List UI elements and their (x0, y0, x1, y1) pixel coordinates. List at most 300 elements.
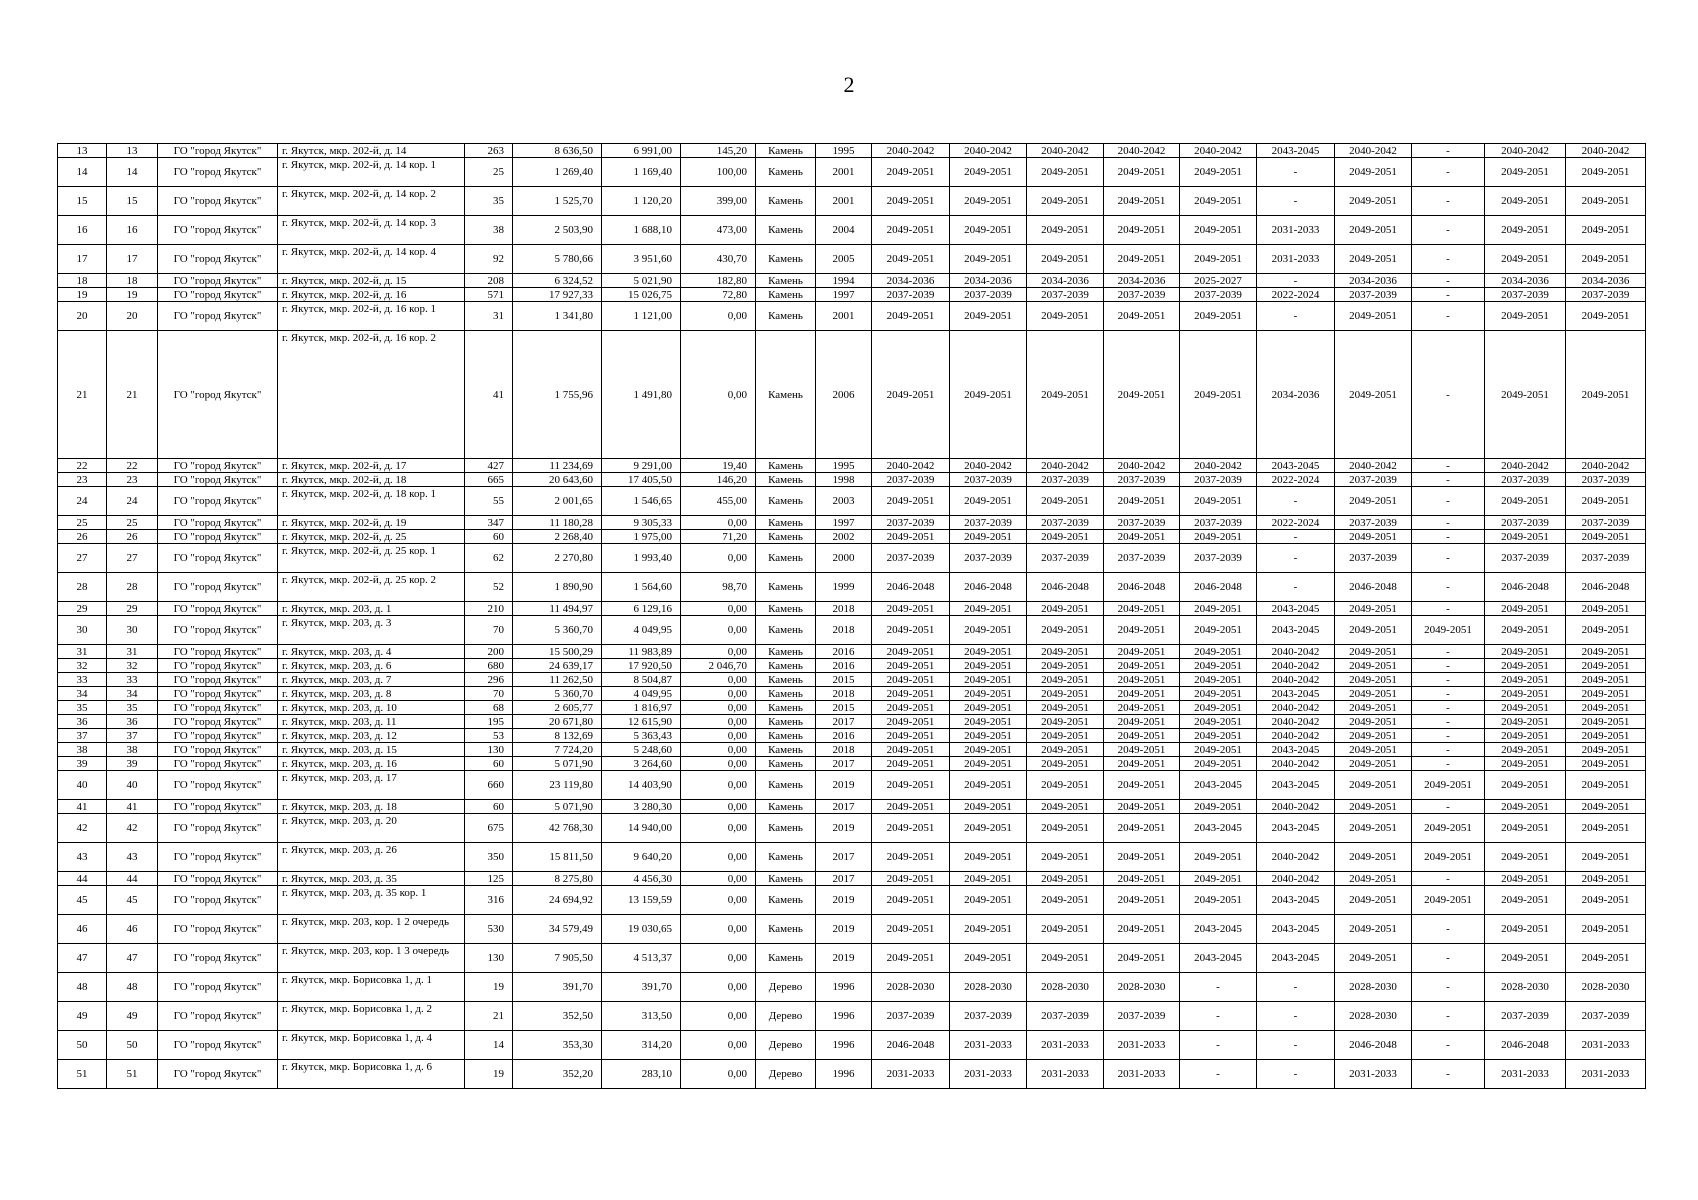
table-cell: 2049-2051 (872, 216, 950, 245)
table-cell: 2049-2051 (1335, 771, 1412, 800)
table-cell: г. Якутск, мкр. 203, д. 20 (278, 814, 465, 843)
table-cell: 22 (58, 459, 107, 473)
table-row (58, 602, 1646, 616)
table-cell: 16 (107, 216, 158, 245)
table-row (58, 944, 1646, 973)
table-cell: 2049-2051 (1104, 616, 1180, 645)
table-cell: - (1412, 729, 1485, 743)
table-cell: 1 993,40 (602, 544, 681, 573)
table-cell: 2 605,77 (513, 701, 602, 715)
table-cell: 391,70 (513, 973, 602, 1002)
table-cell: 2043-2045 (1257, 915, 1335, 944)
table-cell: 2049-2051 (1566, 743, 1646, 757)
table-cell: 2017 (816, 800, 872, 814)
table-cell: 2049-2051 (1027, 487, 1104, 516)
table-cell: 347 (465, 516, 513, 530)
table-cell: 15 (107, 187, 158, 216)
table-cell: 2037-2039 (1180, 288, 1257, 302)
table-cell: г. Якутск, мкр. 202-й, д. 16 (278, 288, 465, 302)
table-cell: 2037-2039 (950, 544, 1027, 573)
table-cell: 12 615,90 (602, 715, 681, 729)
table-cell: 39 (107, 757, 158, 771)
table-cell: 2028-2030 (1335, 973, 1412, 1002)
table-cell: 2049-2051 (872, 886, 950, 915)
table-cell: 98,70 (681, 573, 756, 602)
table-cell: 2049-2051 (950, 302, 1027, 331)
table-cell: 146,20 (681, 473, 756, 487)
table-cell: ГО "город Якутск" (158, 673, 278, 687)
table-cell: 18 (58, 274, 107, 288)
table-cell: 2049-2051 (1566, 659, 1646, 673)
table-cell: 1996 (816, 973, 872, 1002)
table-cell: 2043-2045 (1257, 459, 1335, 473)
table-cell: 11 494,97 (513, 602, 602, 616)
table-cell: 2049-2051 (872, 729, 950, 743)
table-cell: 2040-2042 (1335, 144, 1412, 158)
table-cell: 2049-2051 (1566, 843, 1646, 872)
table-cell: 2028-2030 (1104, 973, 1180, 1002)
table-cell: 2049-2051 (1335, 487, 1412, 516)
table-cell: 22 (107, 459, 158, 473)
table-cell: 70 (465, 616, 513, 645)
table-row (58, 158, 1646, 187)
table-cell: 2049-2051 (950, 659, 1027, 673)
table-cell: Камень (756, 687, 816, 701)
table-cell: 51 (107, 1060, 158, 1089)
table-cell: 2049-2051 (950, 487, 1027, 516)
table-cell: 2049-2051 (950, 602, 1027, 616)
table-cell: 2016 (816, 659, 872, 673)
table-cell: 2000 (816, 544, 872, 573)
table-cell: 2049-2051 (1104, 886, 1180, 915)
table-cell: 49 (58, 1002, 107, 1031)
table-cell: 2003 (816, 487, 872, 516)
table-cell: 47 (58, 944, 107, 973)
table-cell: 40 (58, 771, 107, 800)
table-cell: г. Якутск, мкр. Борисовка 1, д. 2 (278, 1002, 465, 1031)
table-cell: 2049-2051 (1104, 645, 1180, 659)
table-cell: 2043-2045 (1257, 886, 1335, 915)
table-cell: 2049-2051 (1180, 645, 1257, 659)
table-cell: 2049-2051 (1566, 530, 1646, 544)
table-cell: 195 (465, 715, 513, 729)
table-cell: 182,80 (681, 274, 756, 288)
table-cell: 2037-2039 (1104, 544, 1180, 573)
table-cell: 2040-2042 (1104, 459, 1180, 473)
table-cell: 42 768,30 (513, 814, 602, 843)
table-cell: 21 (107, 331, 158, 459)
table-cell: 2049-2051 (1180, 616, 1257, 645)
table-cell: 15 (58, 187, 107, 216)
table-cell: 2049-2051 (950, 616, 1027, 645)
table-cell: 2049-2051 (950, 687, 1027, 701)
table-cell: Камень (756, 544, 816, 573)
table-cell: 31 (107, 645, 158, 659)
table-cell: 1 491,80 (602, 331, 681, 459)
table-cell: 2049-2051 (1485, 158, 1566, 187)
table-cell: 2037-2039 (1566, 516, 1646, 530)
table-cell: 2049-2051 (1335, 187, 1412, 216)
table-cell: 2049-2051 (872, 673, 950, 687)
table-cell: 29 (107, 602, 158, 616)
table-cell: 19 (465, 1060, 513, 1089)
table-cell: 2049-2051 (1335, 687, 1412, 701)
table-cell: 71,20 (681, 530, 756, 544)
table-cell: 2049-2051 (1104, 602, 1180, 616)
table-cell: 2046-2048 (1485, 1031, 1566, 1060)
table-cell: 2049-2051 (1335, 800, 1412, 814)
table-cell: 125 (465, 872, 513, 886)
table-cell: г. Якутск, мкр. 203, д. 35 кор. 1 (278, 886, 465, 915)
table-cell: 44 (107, 872, 158, 886)
table-cell: 2031-2033 (1257, 245, 1335, 274)
table-cell: 11 180,28 (513, 516, 602, 530)
table-cell: 50 (107, 1031, 158, 1060)
table-cell: 2049-2051 (872, 715, 950, 729)
table-cell: 2049-2051 (1566, 757, 1646, 771)
table-cell: 2046-2048 (1335, 1031, 1412, 1060)
table-cell: 0,00 (681, 715, 756, 729)
table-cell: 2049-2051 (1412, 886, 1485, 915)
table-cell: ГО "город Якутск" (158, 516, 278, 530)
table-cell: - (1257, 302, 1335, 331)
table-row (58, 544, 1646, 573)
table-cell: 2031-2033 (1104, 1060, 1180, 1089)
table-cell: 2049-2051 (1566, 158, 1646, 187)
table-cell: ГО "город Якутск" (158, 1031, 278, 1060)
table-cell: 2043-2045 (1257, 144, 1335, 158)
table-cell: г. Якутск, мкр. Борисовка 1, д. 4 (278, 1031, 465, 1060)
table-cell: - (1412, 673, 1485, 687)
table-cell: 2049-2051 (1335, 729, 1412, 743)
table-cell: 2049-2051 (1180, 729, 1257, 743)
table-row (58, 872, 1646, 886)
table-cell: 2040-2042 (1257, 673, 1335, 687)
table-cell: 5 021,90 (602, 274, 681, 288)
table-cell: 2037-2039 (1335, 473, 1412, 487)
table-cell: 37 (58, 729, 107, 743)
table-cell: 2049-2051 (1104, 216, 1180, 245)
table-cell: 2028-2030 (1485, 973, 1566, 1002)
table-cell: 11 262,50 (513, 673, 602, 687)
table-cell: - (1412, 487, 1485, 516)
table-cell: 2049-2051 (1566, 645, 1646, 659)
table-cell: 2049-2051 (1335, 843, 1412, 872)
table-cell: 2049-2051 (1566, 701, 1646, 715)
table-cell: 2049-2051 (950, 872, 1027, 886)
table-cell: 43 (58, 843, 107, 872)
table-cell: 130 (465, 743, 513, 757)
table-cell: 2046-2048 (1180, 573, 1257, 602)
table-cell: 2049-2051 (1180, 216, 1257, 245)
table-cell: 2040-2042 (1027, 144, 1104, 158)
table-cell: ГО "город Якутск" (158, 687, 278, 701)
table-cell: 2049-2051 (1027, 602, 1104, 616)
table-row (58, 459, 1646, 473)
table-cell: ГО "город Якутск" (158, 645, 278, 659)
table-row (58, 187, 1646, 216)
table-cell: г. Якутск, мкр. 203, д. 35 (278, 872, 465, 886)
table-row (58, 659, 1646, 673)
table-row (58, 616, 1646, 645)
table-cell: - (1412, 944, 1485, 973)
table-cell: 2049-2051 (1335, 602, 1412, 616)
table-cell: 2049-2051 (950, 886, 1027, 915)
table-cell: 2037-2039 (1566, 473, 1646, 487)
table-cell: Камень (756, 158, 816, 187)
table-cell: Камень (756, 331, 816, 459)
table-cell: 2049-2051 (1485, 800, 1566, 814)
table-cell: ГО "город Якутск" (158, 187, 278, 216)
table-cell: 41 (58, 800, 107, 814)
table-cell: 48 (58, 973, 107, 1002)
table-row (58, 687, 1646, 701)
table-cell: 2049-2051 (1104, 687, 1180, 701)
table-row (58, 886, 1646, 915)
table-cell: 23 (58, 473, 107, 487)
table-cell: 2049-2051 (1180, 331, 1257, 459)
table-cell: 2037-2039 (1104, 288, 1180, 302)
table-cell: 2049-2051 (1412, 616, 1485, 645)
table-cell: 2049-2051 (950, 331, 1027, 459)
table-cell: Камень (756, 245, 816, 274)
table-cell: - (1412, 573, 1485, 602)
table-cell: 2049-2051 (1335, 915, 1412, 944)
table-cell: - (1412, 1060, 1485, 1089)
table-cell: 1996 (816, 1002, 872, 1031)
table-cell: г. Якутск, мкр. 203, д. 10 (278, 701, 465, 715)
table-cell: Камень (756, 288, 816, 302)
table-cell: 2040-2042 (1566, 459, 1646, 473)
table-cell: Камень (756, 944, 816, 973)
table-cell: - (1257, 1002, 1335, 1031)
table-cell: 17 (58, 245, 107, 274)
table-cell: 17 927,33 (513, 288, 602, 302)
table-cell: г. Якутск, мкр. Борисовка 1, д. 1 (278, 973, 465, 1002)
table-cell: 1994 (816, 274, 872, 288)
table-cell: 2031-2033 (1027, 1060, 1104, 1089)
table-cell: - (1412, 302, 1485, 331)
table-cell: 2040-2042 (950, 459, 1027, 473)
table-cell: 2004 (816, 216, 872, 245)
table-row (58, 771, 1646, 800)
table-cell: 2049-2051 (1335, 216, 1412, 245)
table-cell: 34 579,49 (513, 915, 602, 944)
table-cell: 2043-2045 (1257, 743, 1335, 757)
table-cell: 0,00 (681, 973, 756, 1002)
table-cell: 2049-2051 (1104, 872, 1180, 886)
table-cell: 19 (58, 288, 107, 302)
table-cell: 2046-2048 (872, 573, 950, 602)
table-cell: 2049-2051 (1485, 659, 1566, 673)
table-cell: 2017 (816, 843, 872, 872)
table-cell: 1995 (816, 144, 872, 158)
table-cell: 263 (465, 144, 513, 158)
table-row (58, 1031, 1646, 1060)
table-cell: 2046-2048 (1566, 573, 1646, 602)
table-cell: г. Якутск, мкр. 202-й, д. 17 (278, 459, 465, 473)
table-cell: 35 (107, 701, 158, 715)
table-cell: 2049-2051 (1566, 944, 1646, 973)
table-cell: Камень (756, 843, 816, 872)
table-cell: 2049-2051 (1027, 216, 1104, 245)
table-cell: 15 026,75 (602, 288, 681, 302)
table-cell: 2049-2051 (1335, 872, 1412, 886)
table-cell: Камень (756, 573, 816, 602)
table-cell: 2017 (816, 757, 872, 771)
table-cell: - (1412, 144, 1485, 158)
table-cell: Дерево (756, 1002, 816, 1031)
table-cell: 2018 (816, 687, 872, 701)
table-cell: 14 940,00 (602, 814, 681, 843)
table-cell: 2049-2051 (1180, 757, 1257, 771)
table-cell: 2049-2051 (1335, 701, 1412, 715)
table-cell: г. Якутск, мкр. 202-й, д. 15 (278, 274, 465, 288)
table-cell: 2049-2051 (1027, 757, 1104, 771)
table-cell: 2049-2051 (1485, 687, 1566, 701)
table-cell: 2043-2045 (1180, 771, 1257, 800)
table-cell: - (1412, 687, 1485, 701)
table-cell: 2049-2051 (872, 814, 950, 843)
table-cell: ГО "город Якутск" (158, 144, 278, 158)
table-cell: 283,10 (602, 1060, 681, 1089)
table-cell: Камень (756, 516, 816, 530)
table-cell: 2017 (816, 715, 872, 729)
table-cell: 2017 (816, 872, 872, 886)
table-cell: 2049-2051 (872, 602, 950, 616)
table-cell: 2049-2051 (950, 814, 1027, 843)
table-cell: 2040-2042 (1180, 144, 1257, 158)
table-cell: 2028-2030 (1566, 973, 1646, 1002)
table-cell: 27 (58, 544, 107, 573)
table-row (58, 973, 1646, 1002)
table-cell: ГО "город Якутск" (158, 1002, 278, 1031)
table-cell: 60 (465, 800, 513, 814)
table-cell: г. Якутск, мкр. 202-й, д. 14 (278, 144, 465, 158)
table-cell: Камень (756, 274, 816, 288)
table-cell: 2040-2042 (950, 144, 1027, 158)
table-cell: 23 (107, 473, 158, 487)
table-cell: 5 780,66 (513, 245, 602, 274)
table-cell: 391,70 (602, 973, 681, 1002)
table-cell: 2037-2039 (950, 516, 1027, 530)
table-cell: 2049-2051 (1180, 715, 1257, 729)
table-cell: 2 268,40 (513, 530, 602, 544)
table-cell: 0,00 (681, 743, 756, 757)
table-cell: 2049-2051 (1027, 814, 1104, 843)
table-cell: 2049-2051 (872, 487, 950, 516)
table-cell: 0,00 (681, 1031, 756, 1060)
table-cell: г. Якутск, мкр. 203, д. 17 (278, 771, 465, 800)
table-cell: 2049-2051 (1027, 886, 1104, 915)
table-cell: 2049-2051 (872, 915, 950, 944)
table-cell: 2034-2036 (1335, 274, 1412, 288)
table-cell: 2037-2039 (1485, 544, 1566, 573)
table-cell: 2022-2024 (1257, 473, 1335, 487)
table-cell: 18 (107, 274, 158, 288)
table-cell: 2040-2042 (1257, 729, 1335, 743)
table-cell: 2031-2033 (1335, 1060, 1412, 1089)
table-cell: 2037-2039 (872, 544, 950, 573)
table-cell: 100,00 (681, 158, 756, 187)
table-cell: 2049-2051 (1566, 729, 1646, 743)
table-cell: г. Якутск, мкр. 202-й, д. 19 (278, 516, 465, 530)
table-cell: 2040-2042 (1257, 659, 1335, 673)
table-cell: 1 564,60 (602, 573, 681, 602)
table-cell: 5 071,90 (513, 757, 602, 771)
table-row (58, 573, 1646, 602)
table-cell: 2049-2051 (950, 729, 1027, 743)
table-cell: 2049-2051 (1027, 715, 1104, 729)
table-cell: 2028-2030 (872, 973, 950, 1002)
table-row (58, 843, 1646, 872)
table-cell: г. Якутск, мкр. Борисовка 1, д. 6 (278, 1060, 465, 1089)
table-cell: 25 (107, 516, 158, 530)
table-cell: 2049-2051 (1335, 158, 1412, 187)
table-cell: 2049-2051 (1104, 331, 1180, 459)
table-cell: 2049-2051 (1485, 302, 1566, 331)
table-cell: 2037-2039 (1485, 473, 1566, 487)
table-cell: 2049-2051 (872, 771, 950, 800)
table-cell: г. Якутск, мкр. 202-й, д. 25 (278, 530, 465, 544)
table-cell: г. Якутск, мкр. 202-й, д. 16 кор. 2 (278, 331, 465, 459)
table-cell: 680 (465, 659, 513, 673)
table-cell: - (1412, 872, 1485, 886)
table-cell: - (1412, 530, 1485, 544)
table-cell: 2049-2051 (1485, 915, 1566, 944)
table-cell: г. Якутск, мкр. 203, д. 12 (278, 729, 465, 743)
table-cell: 352,20 (513, 1060, 602, 1089)
table-row (58, 530, 1646, 544)
table-cell: 2049-2051 (872, 743, 950, 757)
table-cell: ГО "город Якутск" (158, 573, 278, 602)
table-cell: 2049-2051 (1335, 245, 1412, 274)
table-cell: 19 (107, 288, 158, 302)
table-cell: 2049-2051 (1335, 530, 1412, 544)
table-cell: 2040-2042 (1335, 459, 1412, 473)
table-row (58, 814, 1646, 843)
table-cell: 2049-2051 (872, 659, 950, 673)
table-cell: 2049-2051 (1566, 331, 1646, 459)
table-cell: 14 (58, 158, 107, 187)
table-cell: 2037-2039 (1566, 1002, 1646, 1031)
table-cell: 2049-2051 (1566, 616, 1646, 645)
table-cell: 2049-2051 (1485, 757, 1566, 771)
table-cell: 24 639,17 (513, 659, 602, 673)
table-cell: 0,00 (681, 1002, 756, 1031)
table-cell: 7 905,50 (513, 944, 602, 973)
table-cell: 32 (58, 659, 107, 673)
table-cell: 26 (107, 530, 158, 544)
table-cell: ГО "город Якутск" (158, 216, 278, 245)
table-cell: 2049-2051 (1566, 687, 1646, 701)
table-cell: 45 (58, 886, 107, 915)
table-cell: г. Якутск, мкр. 203, д. 7 (278, 673, 465, 687)
table-cell: 2028-2030 (1027, 973, 1104, 1002)
table-cell: 55 (465, 487, 513, 516)
table-cell: 2049-2051 (950, 530, 1027, 544)
table-cell: 2049-2051 (1335, 659, 1412, 673)
table-cell: 2049-2051 (1027, 915, 1104, 944)
table-cell: 2031-2033 (1566, 1031, 1646, 1060)
table-cell: 2031-2033 (950, 1031, 1027, 1060)
table-cell: Камень (756, 729, 816, 743)
table-cell: - (1180, 1031, 1257, 1060)
table-row (58, 1002, 1646, 1031)
table-cell: 2049-2051 (1566, 771, 1646, 800)
table-cell: 2040-2042 (1027, 459, 1104, 473)
table-cell: - (1412, 701, 1485, 715)
